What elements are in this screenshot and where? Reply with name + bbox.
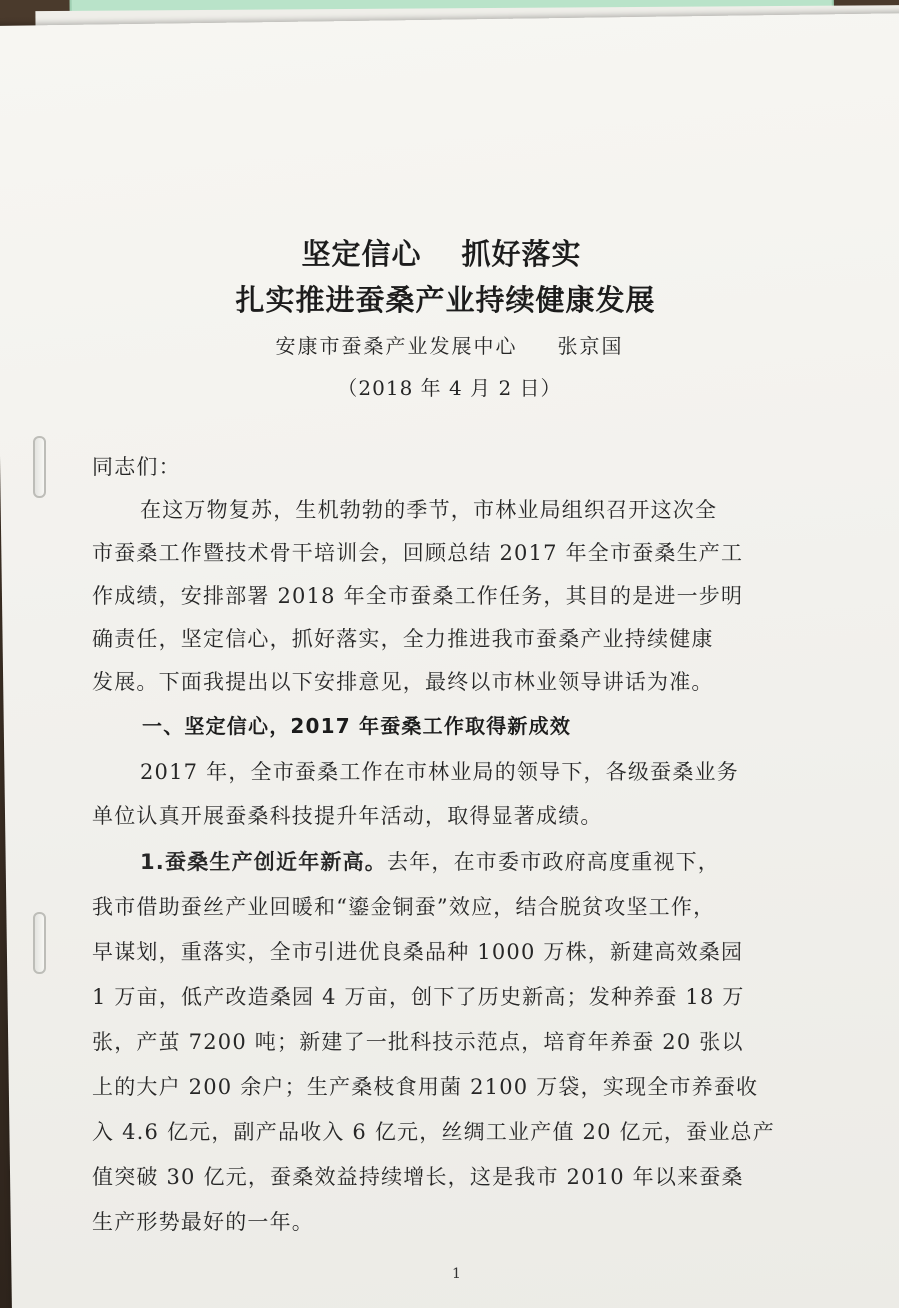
point-1-line: 生产形势最好的一年。 xyxy=(92,1210,314,1234)
title-part-1: 坚定信心 xyxy=(301,237,422,271)
author-name: 张京国 xyxy=(557,334,624,358)
point-1-heading: 1.蚕桑生产创近年新高。 xyxy=(140,850,387,874)
title-part-2: 抓好落实 xyxy=(461,237,582,271)
intro-line: 发展。下面我提出以下安排意见，最终以市林业领导讲话为准。 xyxy=(92,670,714,694)
point-1-line: 1 万亩，低产改造桑园 4 万亩，创下了历史新高；发种养蚕 18 万 xyxy=(92,985,745,1009)
intro-line: 在这万物复苏，生机勃勃的季节，市林业局组织召开这次全 xyxy=(140,498,718,522)
document-title-line-2: 扎实推进蚕桑产业持续健康发展 xyxy=(235,283,656,317)
author-org: 安康市蚕桑产业发展中心 xyxy=(275,334,518,358)
point-1-first-rest: 去年，在市委市政府高度重视下， xyxy=(387,850,720,874)
section-1-line: 单位认真开展蚕桑科技提升年活动，取得显著成绩。 xyxy=(92,804,603,828)
point-1-line: 入 4.6 亿元，副产品收入 6 亿元，丝绸工业产值 20 亿元，蚕业总产 xyxy=(92,1120,775,1144)
section-1-line: 2017 年，全市蚕桑工作在市林业局的领导下，各级蚕桑业务 xyxy=(140,760,739,784)
point-1-line: 值突破 30 亿元，蚕桑效益持续增长，这是我市 2010 年以来蚕桑 xyxy=(92,1165,744,1189)
point-1-line: 张，产茧 7200 吨；新建了一批科技示范点，培育年养蚕 20 张以 xyxy=(92,1030,744,1054)
intro-line: 确责任，坚定信心，抓好落实，全力推进我市蚕桑产业持续健康 xyxy=(92,627,714,651)
section-1-heading: 一、坚定信心，2017 年蚕桑工作取得新成效 xyxy=(142,714,572,738)
page-number: 1 xyxy=(452,1266,461,1282)
document-title-line-1 xyxy=(0,232,891,273)
salutation: 同志们： xyxy=(92,455,181,479)
intro-line: 作成绩，安排部署 2018 年全市蚕桑工作任务，其目的是进一步明 xyxy=(92,584,744,608)
intro-line: 市蚕桑工作暨技术骨干培训会，回顾总结 2017 年全市蚕桑生产工 xyxy=(92,541,744,565)
point-1-line: 上的大户 200 余户；生产桑枝食用菌 2100 万袋，实现全市养蚕收 xyxy=(92,1075,759,1099)
point-1-line: 我市借助蚕丝产业回暖和“鎏金铜蚕”效应，结合脱贫攻坚工作， xyxy=(92,895,716,919)
author-line xyxy=(0,330,899,359)
point-1-line: 早谋划，重落实，全市引进优良桑品种 1000 万株，新建高效桑园 xyxy=(92,940,744,964)
document-date: （2018 年 4 月 2 日） xyxy=(337,376,562,400)
point-1-first-line xyxy=(140,848,720,876)
